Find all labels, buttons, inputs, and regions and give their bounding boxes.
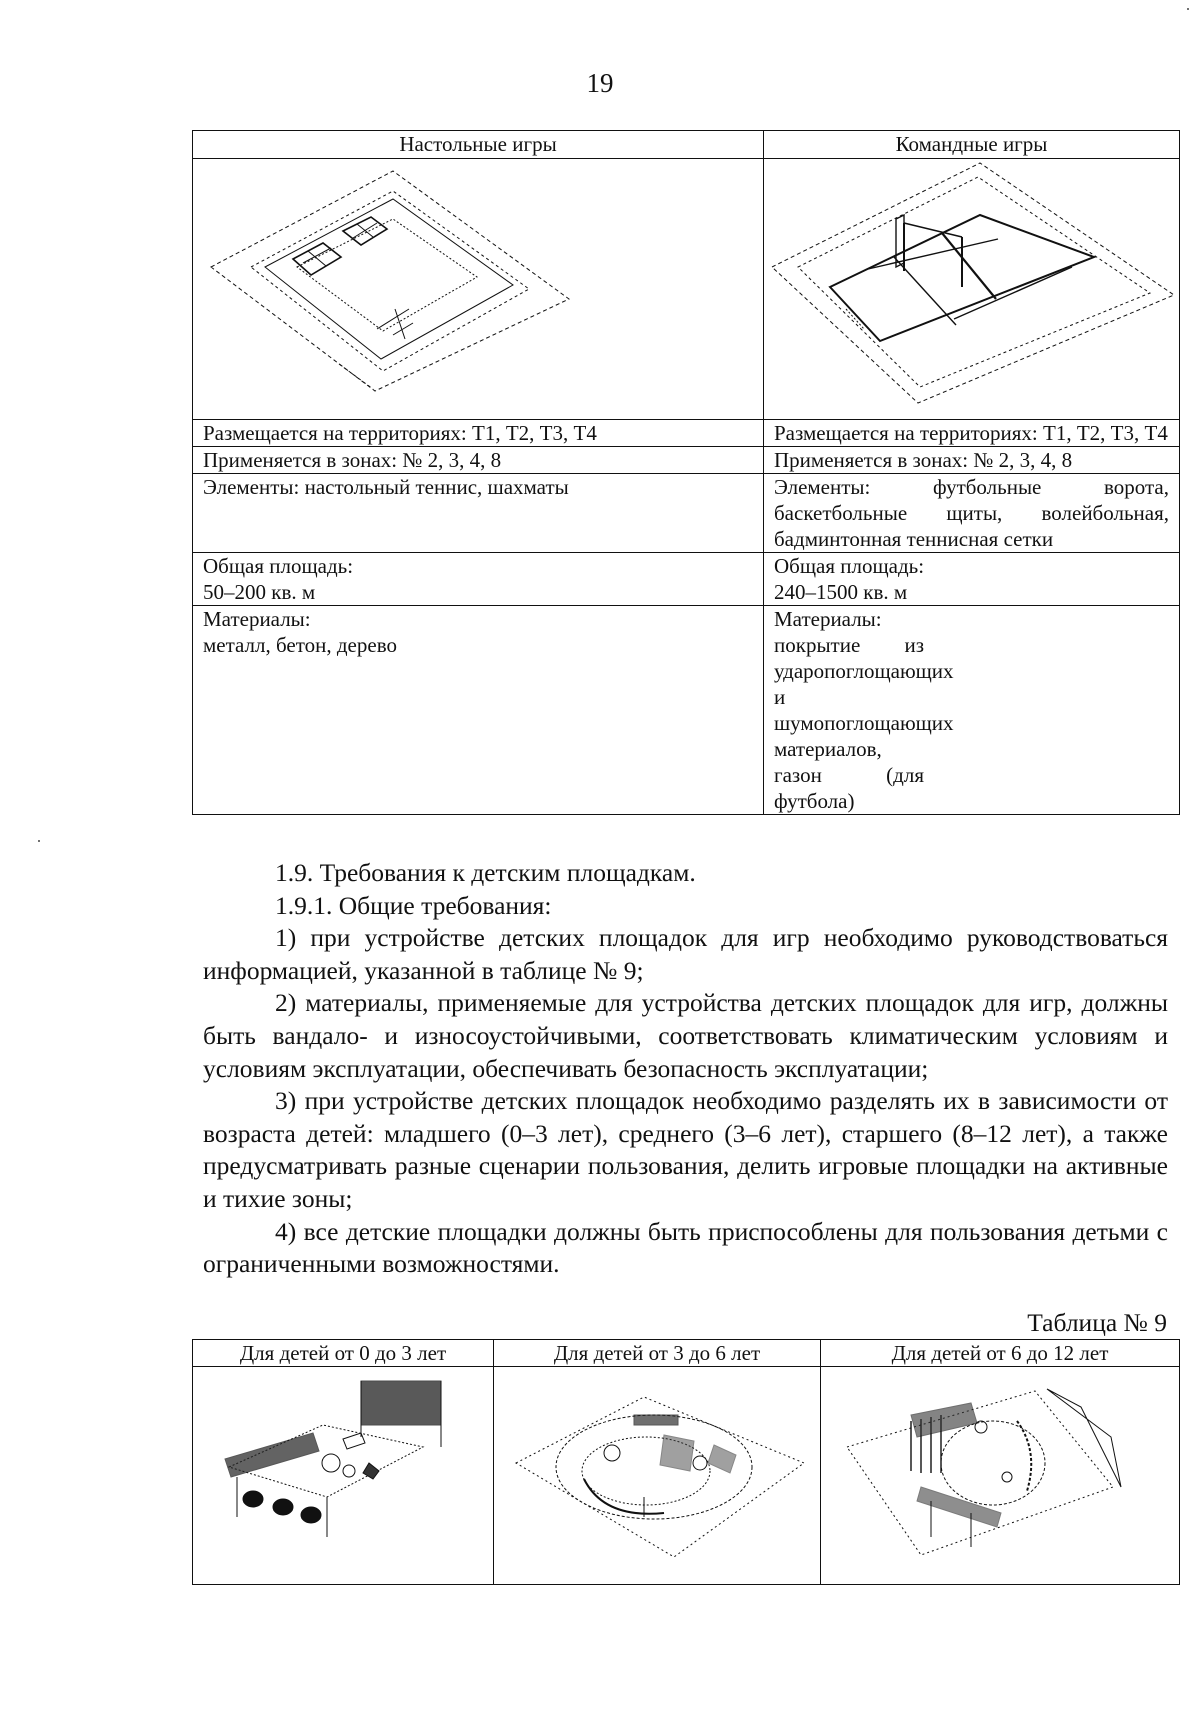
page-number: 19 — [586, 68, 614, 98]
playground-6-12-drawing — [821, 1367, 1180, 1585]
table-row-materials — [193, 606, 1180, 815]
area-value: 50–200 кв. м — [203, 580, 316, 604]
cell-zones-board: Применяется в зонах: № 2, 3, 4, 8 — [193, 447, 764, 474]
cell-territories-team: Размещается на территориях: Т1, Т2, Т3, Т4 — [764, 420, 1180, 447]
cell-zones-team: Применяется в зонах: № 2, 3, 4, 8 — [764, 447, 1180, 474]
cell-area-team — [764, 553, 1180, 606]
table-row-zones — [193, 447, 1180, 474]
table-image-row — [193, 159, 1180, 420]
table-header-row — [193, 1340, 1180, 1367]
cell-area-board — [193, 553, 764, 606]
table-header-row — [193, 131, 1180, 159]
cell-materials-team — [764, 606, 1180, 815]
scan-speck — [38, 840, 40, 842]
playground-3-6-drawing — [494, 1367, 821, 1585]
table-row-elements — [193, 474, 1180, 553]
cell-territories-board: Размещается на территориях: Т1, Т2, Т3, Т4 — [193, 420, 764, 447]
header-age-0-3: Для детей от 0 до 3 лет — [193, 1340, 494, 1367]
table-children-playgrounds — [192, 1339, 1180, 1585]
section-heading: 1.9. Требования к детским площадкам. — [275, 858, 696, 887]
materials-label: Материалы: — [203, 607, 311, 631]
header-age-3-6: Для детей от 3 до 6 лет — [494, 1340, 821, 1367]
header-team-games: Командные игры — [764, 131, 1180, 159]
cell-elements-team: Элементы: футбольные ворота, баскетбольные щиты, волейбольная, бадминтонная теннисная сетки — [764, 474, 1180, 553]
area-value: 240–1500 кв. м — [774, 580, 908, 604]
table-game-areas — [192, 130, 1180, 815]
table-row-area — [193, 553, 1180, 606]
materials-value: металл, бетон, дерево — [203, 633, 397, 657]
header-age-6-12: Для детей от 6 до 12 лет — [821, 1340, 1180, 1367]
cell-elements-board: Элементы: настольный теннис, шахматы — [193, 474, 764, 553]
table-row-territories — [193, 420, 1180, 447]
materials-label: Материалы: — [774, 607, 882, 631]
team-games-drawing — [764, 159, 1180, 420]
area-label: Общая площадь: — [203, 554, 354, 578]
requirement-item: 4) все детские площадки должны быть приспособлены для пользования детьми с ограниченными возможностями. — [203, 1216, 1168, 1279]
playground-0-3-drawing — [193, 1367, 494, 1585]
requirement-item: 1) при устройстве детских площадок для игр необходимо руководствоваться информацией, указанной в таблице № 9; — [203, 923, 1168, 985]
scan-speck — [1187, 8, 1189, 10]
header-board-games: Настольные игры — [193, 131, 764, 159]
board-games-drawing — [193, 159, 764, 420]
requirement-item: 2) материалы, применяемые для устройства детских площадок для игр, должны быть вандало- и износоустойчивыми, соответствовать климатическим условиям и условиям эксплуатации, обеспечивать безопасность эксплуатации; — [203, 988, 1168, 1083]
section-subheading: 1.9.1. Общие требования: — [275, 890, 552, 920]
area-label: Общая площадь: — [774, 554, 925, 578]
section-text — [203, 857, 1168, 1281]
materials-value: покрытие из ударопоглощающих и шумопоглощающих материалов, газон (для футбола) — [774, 633, 954, 813]
table-image-row — [193, 1367, 1180, 1585]
requirement-item: 3) при устройстве детских площадок необходимо разделять их в зависимости от возраста детей: младшего (0–3 лет), среднего (3–6 лет), старшего (8–12 лет), а также предусматривать разные сценарии пользования, делить игровые площадки на активные и тихие зоны; — [203, 1086, 1168, 1213]
table-caption: Таблица № 9 — [1027, 1308, 1167, 1337]
cell-materials-board — [193, 606, 764, 815]
